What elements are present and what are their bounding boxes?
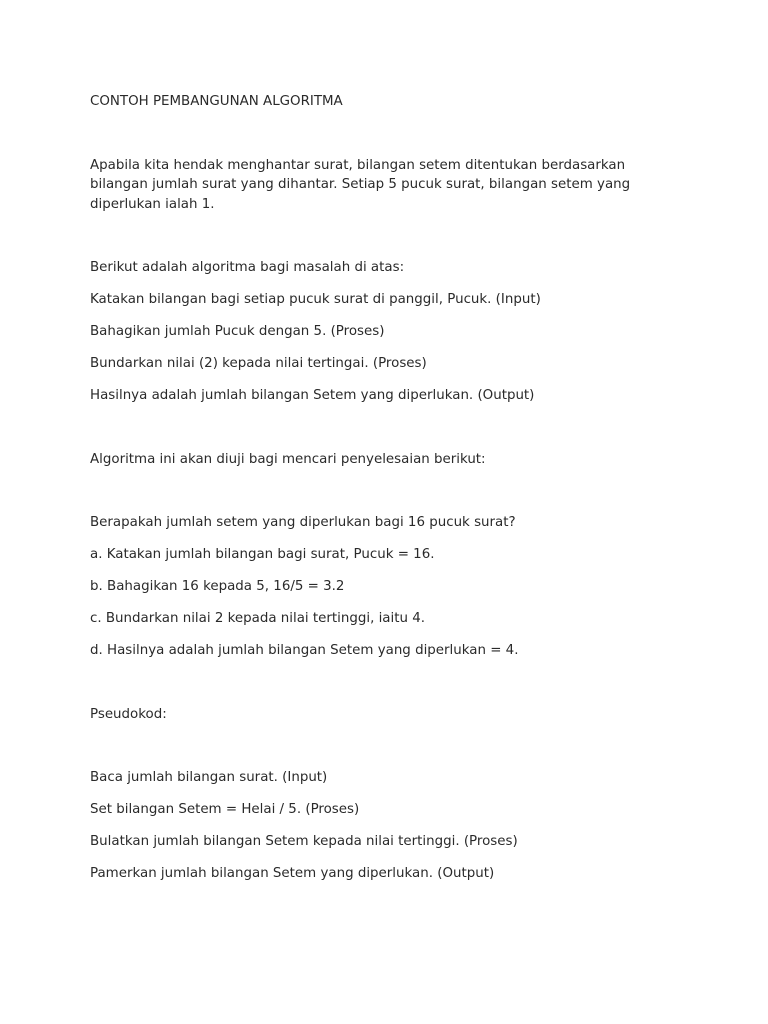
solution-step: c. Bundarkan nilai 2 kepada nilai tertinggi, iaitu 4. [90, 611, 425, 626]
intro-line: Apabila kita hendak menghantar surat, bilangan setem ditentukan berdasarkan [90, 157, 626, 173]
document-body [90, 92, 670, 896]
algorithm-step: Bundarkan nilai (2) kepada nilai tertingai. (Proses) [90, 356, 427, 371]
pseudocode-step: Pamerkan jumlah bilangan Setem yang diperlukan. (Output) [90, 866, 495, 881]
pseudocode-step: Bulatkan jumlah bilangan Setem kepada nilai tertinggi. (Proses) [90, 834, 518, 849]
pseudocode-step: Set bilangan Setem = Helai / 5. (Proses) [90, 802, 360, 817]
document-title: CONTOH PEMBANGUNAN ALGORITMA [90, 94, 343, 109]
algorithm-step: Katakan bilangan bagi setiap pucuk surat di panggil, Pucuk. (Input) [90, 292, 541, 307]
test-heading: Algoritma ini akan diuji bagi mencari penyelesaian berikut: [90, 451, 486, 467]
intro-line: diperlukan ialah 1. [90, 196, 215, 212]
question-line: Berapakah jumlah setem yang diperlukan bagi 16 pucuk surat? [90, 515, 516, 530]
algorithm-step: Hasilnya adalah jumlah bilangan Setem yang diperlukan. (Output) [90, 388, 535, 403]
intro-paragraph [90, 156, 670, 215]
solution-step: b. Bahagikan 16 kepada 5, 16/5 = 3.2 [90, 579, 345, 594]
solution-step: d. Hasilnya adalah jumlah bilangan Setem yang diperlukan = 4. [90, 643, 519, 658]
pseudocode-heading: Pseudokod: [90, 706, 167, 722]
solution-step: a. Katakan jumlah bilangan bagi surat, Pucuk = 16. [90, 547, 435, 562]
algorithm-heading: Berikut adalah algoritma bagi masalah di atas: [90, 260, 405, 275]
pseudocode-step: Baca jumlah bilangan surat. (Input) [90, 770, 328, 785]
intro-line: bilangan jumlah surat yang dihantar. Setiap 5 pucuk surat, bilangan setem yang [90, 177, 631, 192]
algorithm-step: Bahagikan jumlah Pucuk dengan 5. (Proses) [90, 324, 385, 339]
